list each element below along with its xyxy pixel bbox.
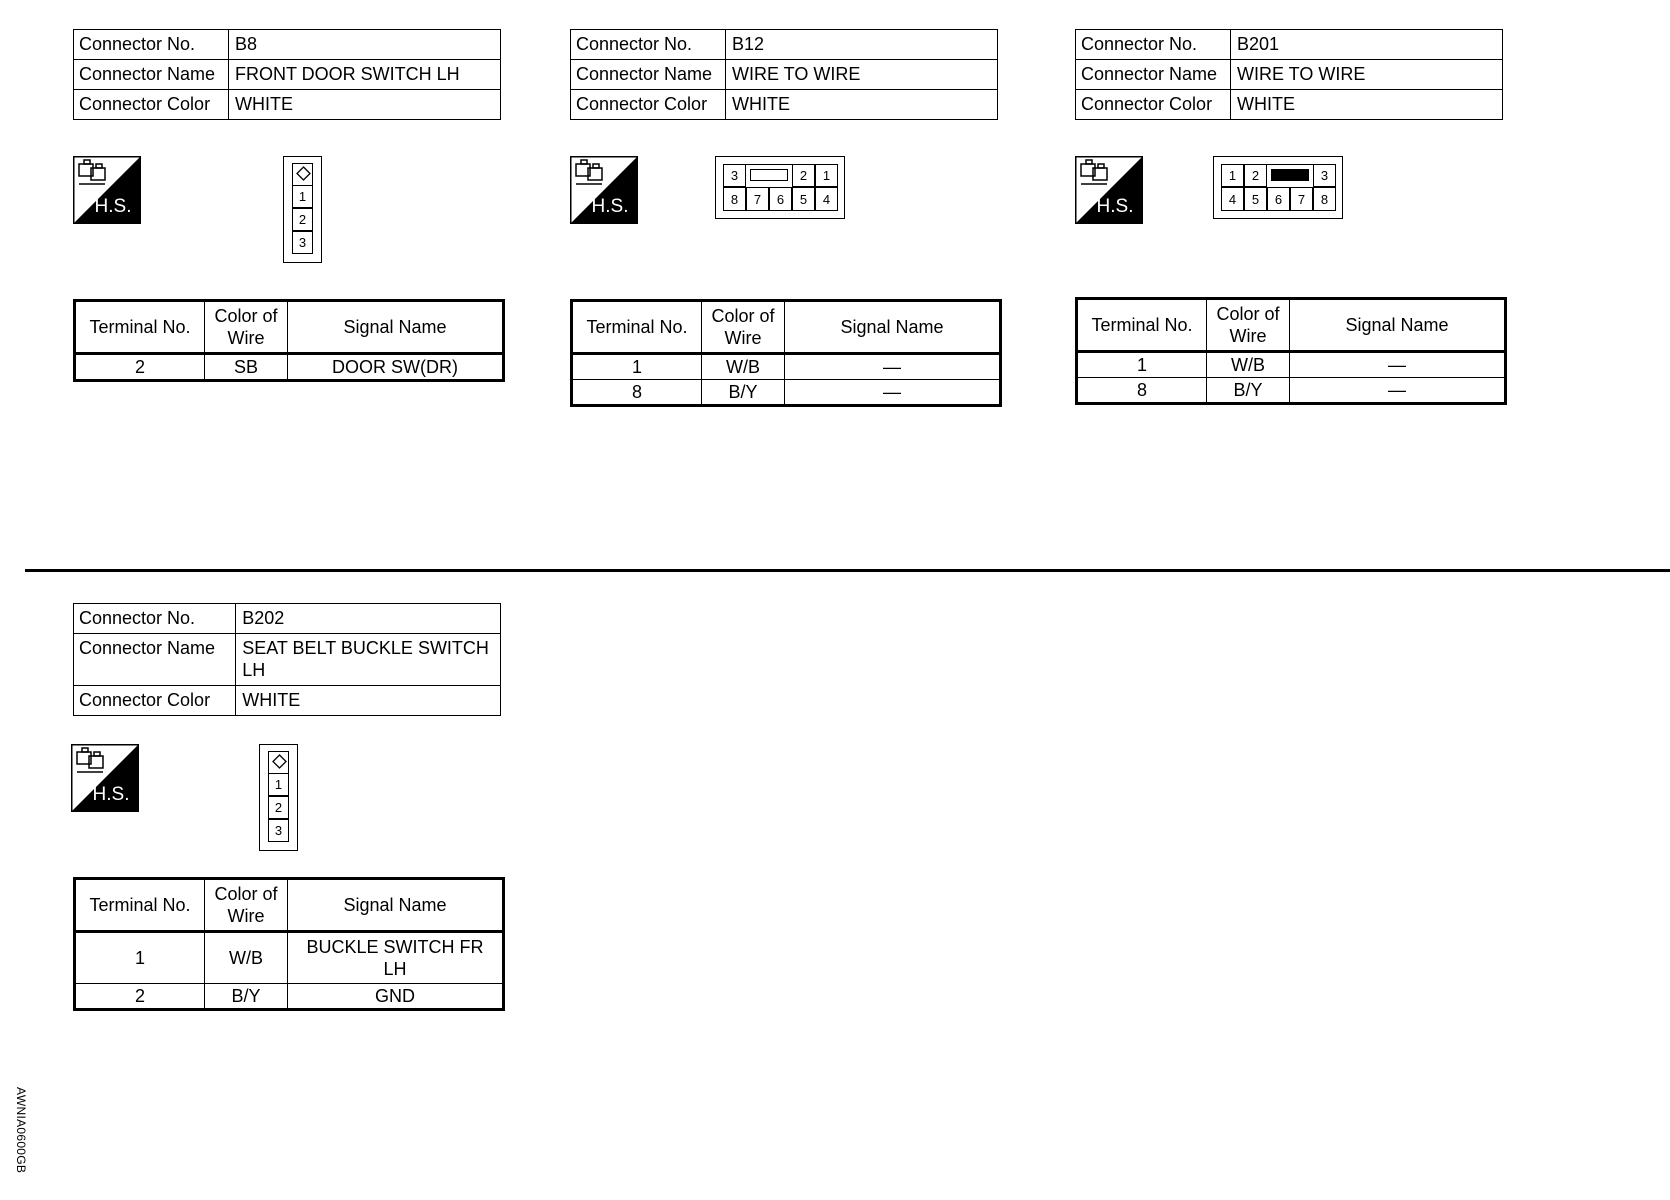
connector-b12-info [570, 29, 998, 120]
table-row [1077, 378, 1506, 404]
pin-cell: 3 [1313, 164, 1336, 187]
connector-color-value: WHITE [726, 90, 998, 120]
hs-badge-label: H.S. [591, 196, 629, 217]
harness-side-icon [73, 156, 141, 224]
connector-no-value: B201 [1231, 30, 1503, 60]
pin-cell: 1 [1221, 164, 1244, 187]
terminal-no-header: Terminal No. [75, 879, 205, 932]
hs-badge-label: H.S. [92, 784, 130, 805]
terminal-no-cell: 1 [1077, 352, 1207, 378]
pin-cell: 2 [292, 208, 313, 231]
pin-cell: 4 [815, 187, 838, 211]
connector-face-b8 [283, 156, 322, 263]
pin-cell: 8 [1313, 187, 1336, 211]
connector-color-label: Connector Color [74, 90, 229, 120]
connector-name-label: Connector Name [1076, 60, 1231, 90]
lock-tab [1271, 169, 1309, 181]
signal-name-cell: — [785, 380, 1001, 406]
harness-side-icon [570, 156, 638, 224]
pin-cell: 2 [792, 164, 815, 187]
connector-face-b201 [1213, 156, 1343, 219]
connector-no-label: Connector No. [74, 30, 229, 60]
connector-name-value: FRONT DOOR SWITCH LH [229, 60, 501, 90]
signal-name-cell: GND [288, 984, 504, 1010]
table-row [75, 932, 504, 984]
connector-color-label: Connector Color [1076, 90, 1231, 120]
table-row [1077, 352, 1506, 378]
connector-face-b202 [259, 744, 298, 851]
connector-name-value: SEAT BELT BUCKLE SWITCH LH [236, 634, 501, 686]
pin-cell: 3 [723, 164, 746, 187]
pin-cell: 3 [292, 231, 313, 254]
pin-cell: 6 [769, 187, 792, 211]
terminal-no-cell: 8 [572, 380, 702, 406]
table-row [75, 354, 504, 381]
terminal-no-header: Terminal No. [1077, 299, 1207, 352]
blank-cavity [750, 169, 788, 181]
hs-badge-label: H.S. [1096, 196, 1134, 217]
signal-name-cell: — [1290, 378, 1506, 404]
signal-name-cell: — [785, 354, 1001, 380]
signal-name-header: Signal Name [288, 301, 504, 354]
pin-cell: 4 [1221, 187, 1244, 211]
signal-name-cell: — [1290, 352, 1506, 378]
connector-no-value: B8 [229, 30, 501, 60]
connector-no-value: B202 [236, 604, 501, 634]
wire-color-cell: B/Y [1207, 378, 1290, 404]
pin-cell: 5 [792, 187, 815, 211]
diamond-guide-icon [272, 754, 287, 769]
wire-color-cell: B/Y [702, 380, 785, 406]
pin-cell: 7 [746, 187, 769, 211]
terminal-no-cell: 1 [572, 354, 702, 380]
diamond-guide-icon [296, 166, 311, 181]
signal-name-cell: BUCKLE SWITCH FR LH [288, 932, 504, 984]
connector-color-label: Connector Color [571, 90, 726, 120]
hs-badge-label: H.S. [94, 196, 132, 217]
pin-cell: 7 [1290, 187, 1313, 211]
wire-color-header: Color of Wire [205, 301, 288, 354]
terminal-no-cell: 2 [75, 354, 205, 381]
connector-name-value: WIRE TO WIRE [726, 60, 998, 90]
connector-b201-info [1075, 29, 1503, 120]
table-row [75, 984, 504, 1010]
connector-b8-info [73, 29, 501, 120]
connector-no-label: Connector No. [571, 30, 726, 60]
connector-color-label: Connector Color [74, 686, 236, 716]
pin-cell: 1 [815, 164, 838, 187]
signal-name-cell: DOOR SW(DR) [288, 354, 504, 381]
connector-name-value: WIRE TO WIRE [1231, 60, 1503, 90]
wire-color-cell: SB [205, 354, 288, 381]
pin-cell: 5 [1244, 187, 1267, 211]
signal-name-header: Signal Name [1290, 299, 1506, 352]
connector-b202-info [73, 603, 501, 716]
pin-cell: 6 [1267, 187, 1290, 211]
pin-cell: 3 [268, 819, 289, 842]
terminal-no-header: Terminal No. [75, 301, 205, 354]
wire-color-header: Color of Wire [1207, 299, 1290, 352]
terminal-table-b12 [570, 299, 1002, 407]
connector-color-value: WHITE [1231, 90, 1503, 120]
terminal-no-cell: 8 [1077, 378, 1207, 404]
wire-color-cell: W/B [702, 354, 785, 380]
wire-color-cell: W/B [1207, 352, 1290, 378]
connector-face-b12 [715, 156, 845, 219]
wire-color-header: Color of Wire [205, 879, 288, 932]
harness-side-icon [71, 744, 139, 812]
pin-cell: 1 [292, 185, 313, 208]
pin-cell: 2 [268, 796, 289, 819]
terminal-no-header: Terminal No. [572, 301, 702, 354]
connector-name-label: Connector Name [74, 634, 236, 686]
wire-color-cell: B/Y [205, 984, 288, 1010]
figure-id: AWNIA0600GB [14, 1087, 28, 1174]
signal-name-header: Signal Name [785, 301, 1001, 354]
terminal-table-b8 [73, 299, 505, 382]
harness-side-icon [1075, 156, 1143, 224]
table-row [572, 380, 1001, 406]
connector-color-value: WHITE [229, 90, 501, 120]
wire-color-header: Color of Wire [702, 301, 785, 354]
signal-name-header: Signal Name [288, 879, 504, 932]
connector-color-value: WHITE [236, 686, 501, 716]
connector-no-label: Connector No. [1076, 30, 1231, 60]
terminal-no-cell: 1 [75, 932, 205, 984]
section-divider [25, 569, 1670, 572]
terminal-table-b201 [1075, 297, 1507, 405]
connector-name-label: Connector Name [571, 60, 726, 90]
connector-no-value: B12 [726, 30, 998, 60]
terminal-no-cell: 2 [75, 984, 205, 1010]
pin-cell: 8 [723, 187, 746, 211]
table-row [572, 354, 1001, 380]
connector-no-label: Connector No. [74, 604, 236, 634]
wire-color-cell: W/B [205, 932, 288, 984]
connector-name-label: Connector Name [74, 60, 229, 90]
terminal-table-b202 [73, 877, 505, 1011]
pin-cell: 2 [1244, 164, 1267, 187]
pin-cell: 1 [268, 773, 289, 796]
